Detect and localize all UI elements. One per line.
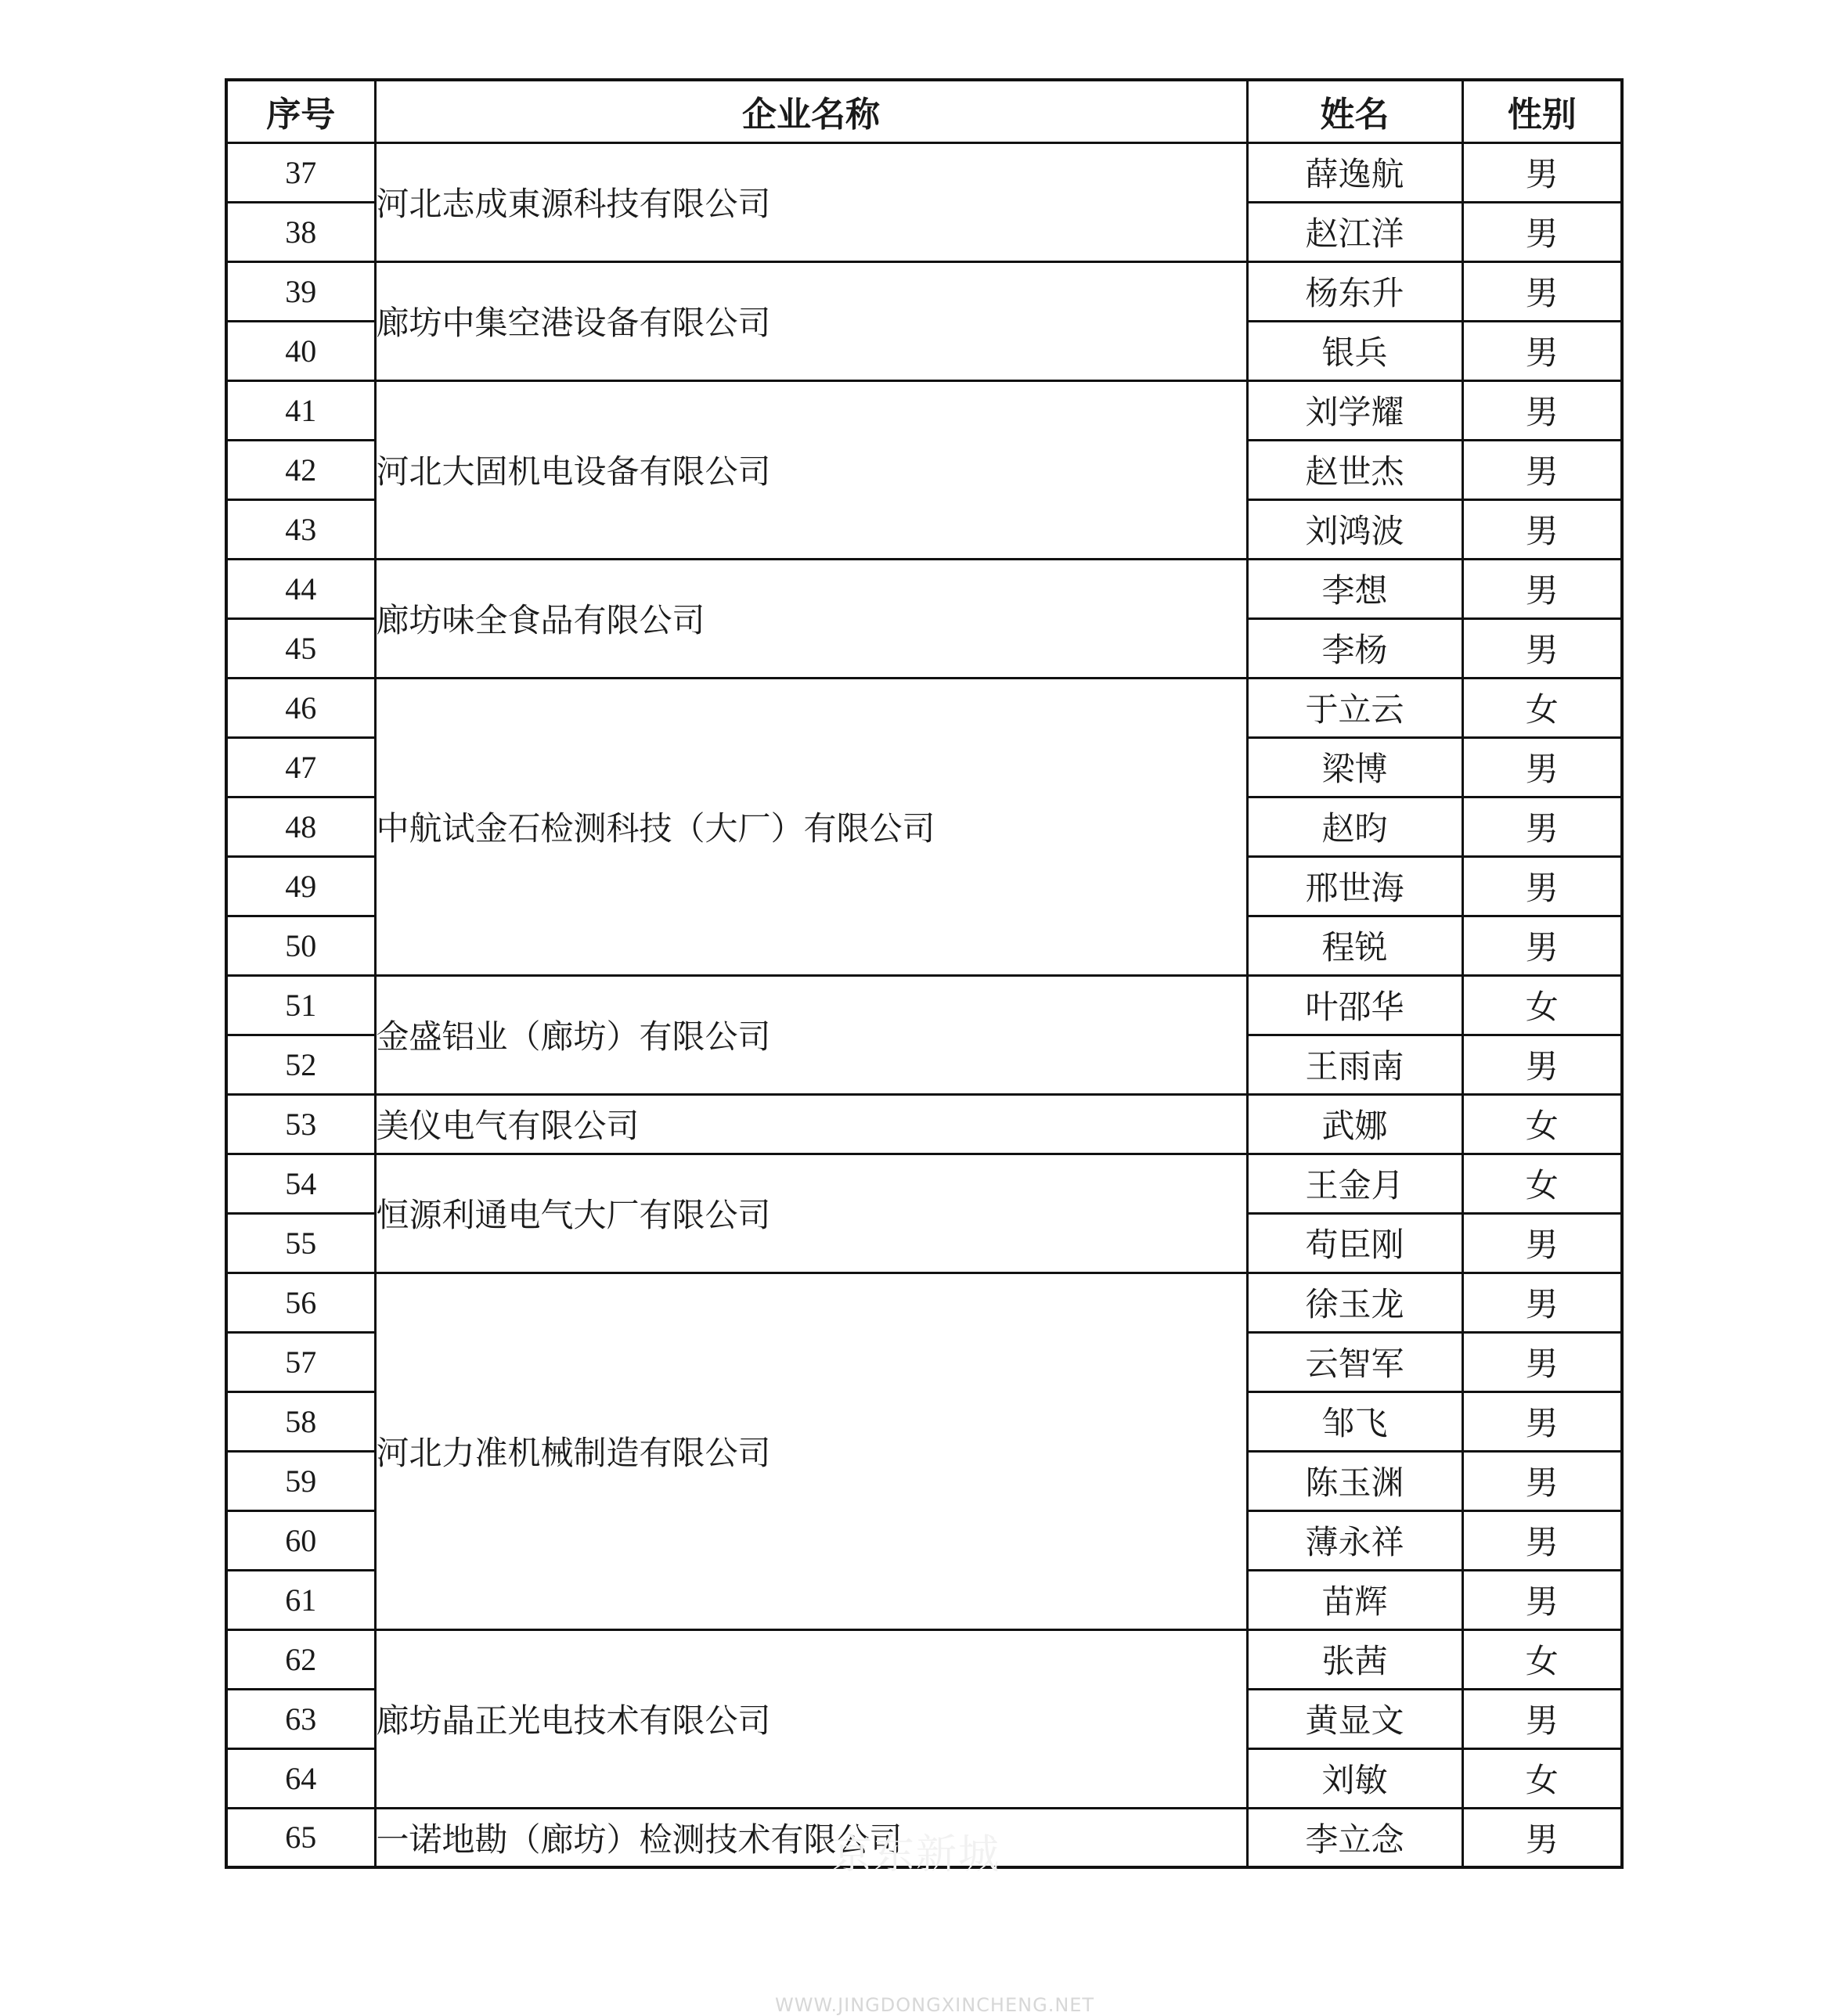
person-name: 王金月 xyxy=(1247,1154,1462,1213)
row-number: 54 xyxy=(226,1154,375,1213)
header-gender: 性别 xyxy=(1462,80,1622,142)
person-gender: 女 xyxy=(1462,1629,1622,1689)
person-name: 银兵 xyxy=(1247,321,1462,380)
table-row xyxy=(226,1154,1622,1213)
person-gender: 男 xyxy=(1462,1570,1622,1629)
person-name: 赵世杰 xyxy=(1247,440,1462,499)
person-gender: 男 xyxy=(1462,440,1622,499)
company-name: 河北力准机械制造有限公司 xyxy=(375,1273,1247,1629)
person-name: 邹飞 xyxy=(1247,1391,1462,1451)
header-name: 姓名 xyxy=(1247,80,1462,142)
row-number: 44 xyxy=(226,559,375,618)
person-gender: 男 xyxy=(1462,499,1622,559)
person-name: 杨东升 xyxy=(1247,261,1462,321)
person-gender: 男 xyxy=(1462,1808,1622,1867)
row-number: 59 xyxy=(226,1451,375,1510)
person-gender: 男 xyxy=(1462,1332,1622,1391)
table-row xyxy=(226,678,1622,737)
roster-body xyxy=(226,142,1622,1867)
company-name: 廊坊味全食品有限公司 xyxy=(375,559,1247,678)
person-name: 陈玉渊 xyxy=(1247,1451,1462,1510)
person-gender: 男 xyxy=(1462,1273,1622,1332)
person-name: 程锐 xyxy=(1247,916,1462,975)
company-name: 恒源利通电气大厂有限公司 xyxy=(375,1154,1247,1273)
site-footer: WWW.JINGDONGXINCHENG.NET xyxy=(775,1994,1095,2016)
row-number: 50 xyxy=(226,916,375,975)
person-gender: 男 xyxy=(1462,1213,1622,1273)
person-name: 叶邵华 xyxy=(1247,975,1462,1035)
roster-table xyxy=(225,78,1624,1869)
person-name: 赵江洋 xyxy=(1247,202,1462,261)
person-name: 刘鸿波 xyxy=(1247,499,1462,559)
header-company: 企业名称 xyxy=(375,80,1247,142)
person-name: 刘学耀 xyxy=(1247,380,1462,440)
person-gender: 男 xyxy=(1462,618,1622,678)
person-gender: 男 xyxy=(1462,380,1622,440)
company-name: 一诺地勘（廊坊）检测技术有限公司 xyxy=(375,1808,1247,1867)
person-name: 于立云 xyxy=(1247,678,1462,737)
table-row xyxy=(226,1273,1622,1332)
person-gender: 男 xyxy=(1462,202,1622,261)
row-number: 40 xyxy=(226,321,375,380)
person-gender: 女 xyxy=(1462,1154,1622,1213)
person-gender: 女 xyxy=(1462,975,1622,1035)
person-gender: 男 xyxy=(1462,1510,1622,1570)
person-gender: 男 xyxy=(1462,916,1622,975)
row-number: 39 xyxy=(226,261,375,321)
table-row xyxy=(226,559,1622,618)
person-gender: 男 xyxy=(1462,1451,1622,1510)
person-name: 李想 xyxy=(1247,559,1462,618)
row-number: 42 xyxy=(226,440,375,499)
row-number: 52 xyxy=(226,1035,375,1094)
person-name: 薛逸航 xyxy=(1247,142,1462,202)
row-number: 56 xyxy=(226,1273,375,1332)
person-name: 薄永祥 xyxy=(1247,1510,1462,1570)
person-gender: 男 xyxy=(1462,1689,1622,1748)
person-name: 刘敏 xyxy=(1247,1748,1462,1808)
person-name: 李杨 xyxy=(1247,618,1462,678)
table-row xyxy=(226,261,1622,321)
person-gender: 男 xyxy=(1462,261,1622,321)
company-name: 中航试金石检测科技（大厂）有限公司 xyxy=(375,678,1247,975)
table-row xyxy=(226,1629,1622,1689)
company-name: 廊坊晶正光电技术有限公司 xyxy=(375,1629,1247,1808)
company-name: 河北志成東源科技有限公司 xyxy=(375,142,1247,261)
row-number: 65 xyxy=(226,1808,375,1867)
person-gender: 女 xyxy=(1462,1748,1622,1808)
company-name: 廊坊中集空港设备有限公司 xyxy=(375,261,1247,380)
header-row xyxy=(226,80,1622,142)
person-name: 苟臣刚 xyxy=(1247,1213,1462,1273)
watermark: 京东新城 xyxy=(831,1831,1001,1878)
row-number: 51 xyxy=(226,975,375,1035)
person-gender: 女 xyxy=(1462,1094,1622,1154)
company-name: 美仪电气有限公司 xyxy=(375,1094,1247,1154)
row-number: 62 xyxy=(226,1629,375,1689)
table-row xyxy=(226,380,1622,440)
row-number: 45 xyxy=(226,618,375,678)
person-name: 武娜 xyxy=(1247,1094,1462,1154)
person-gender: 男 xyxy=(1462,1035,1622,1094)
row-number: 46 xyxy=(226,678,375,737)
person-gender: 男 xyxy=(1462,559,1622,618)
row-number: 63 xyxy=(226,1689,375,1748)
row-number: 47 xyxy=(226,737,375,797)
row-number: 64 xyxy=(226,1748,375,1808)
table-row xyxy=(226,975,1622,1035)
row-number: 48 xyxy=(226,797,375,856)
row-number: 38 xyxy=(226,202,375,261)
person-name: 黄显文 xyxy=(1247,1689,1462,1748)
person-gender: 女 xyxy=(1462,678,1622,737)
row-number: 58 xyxy=(226,1391,375,1451)
person-name: 赵昀 xyxy=(1247,797,1462,856)
person-gender: 男 xyxy=(1462,321,1622,380)
person-gender: 男 xyxy=(1462,797,1622,856)
row-number: 53 xyxy=(226,1094,375,1154)
person-gender: 男 xyxy=(1462,737,1622,797)
person-gender: 男 xyxy=(1462,1391,1622,1451)
row-number: 37 xyxy=(226,142,375,202)
person-name: 云智军 xyxy=(1247,1332,1462,1391)
row-number: 49 xyxy=(226,856,375,916)
person-gender: 男 xyxy=(1462,142,1622,202)
row-number: 55 xyxy=(226,1213,375,1273)
row-number: 41 xyxy=(226,380,375,440)
row-number: 43 xyxy=(226,499,375,559)
header-no: 序号 xyxy=(226,80,375,142)
person-name: 王雨南 xyxy=(1247,1035,1462,1094)
company-name: 河北大固机电设备有限公司 xyxy=(375,380,1247,559)
row-number: 57 xyxy=(226,1332,375,1391)
table-row xyxy=(226,1094,1622,1154)
person-name: 李立念 xyxy=(1247,1808,1462,1867)
row-number: 61 xyxy=(226,1570,375,1629)
person-name: 梁博 xyxy=(1247,737,1462,797)
person-name: 张茜 xyxy=(1247,1629,1462,1689)
company-name: 金盛铝业（廊坊）有限公司 xyxy=(375,975,1247,1094)
person-name: 苗辉 xyxy=(1247,1570,1462,1629)
person-name: 邢世海 xyxy=(1247,856,1462,916)
row-number: 60 xyxy=(226,1510,375,1570)
person-name: 徐玉龙 xyxy=(1247,1273,1462,1332)
roster-sheet xyxy=(225,78,1620,1869)
person-gender: 男 xyxy=(1462,856,1622,916)
table-row xyxy=(226,142,1622,202)
